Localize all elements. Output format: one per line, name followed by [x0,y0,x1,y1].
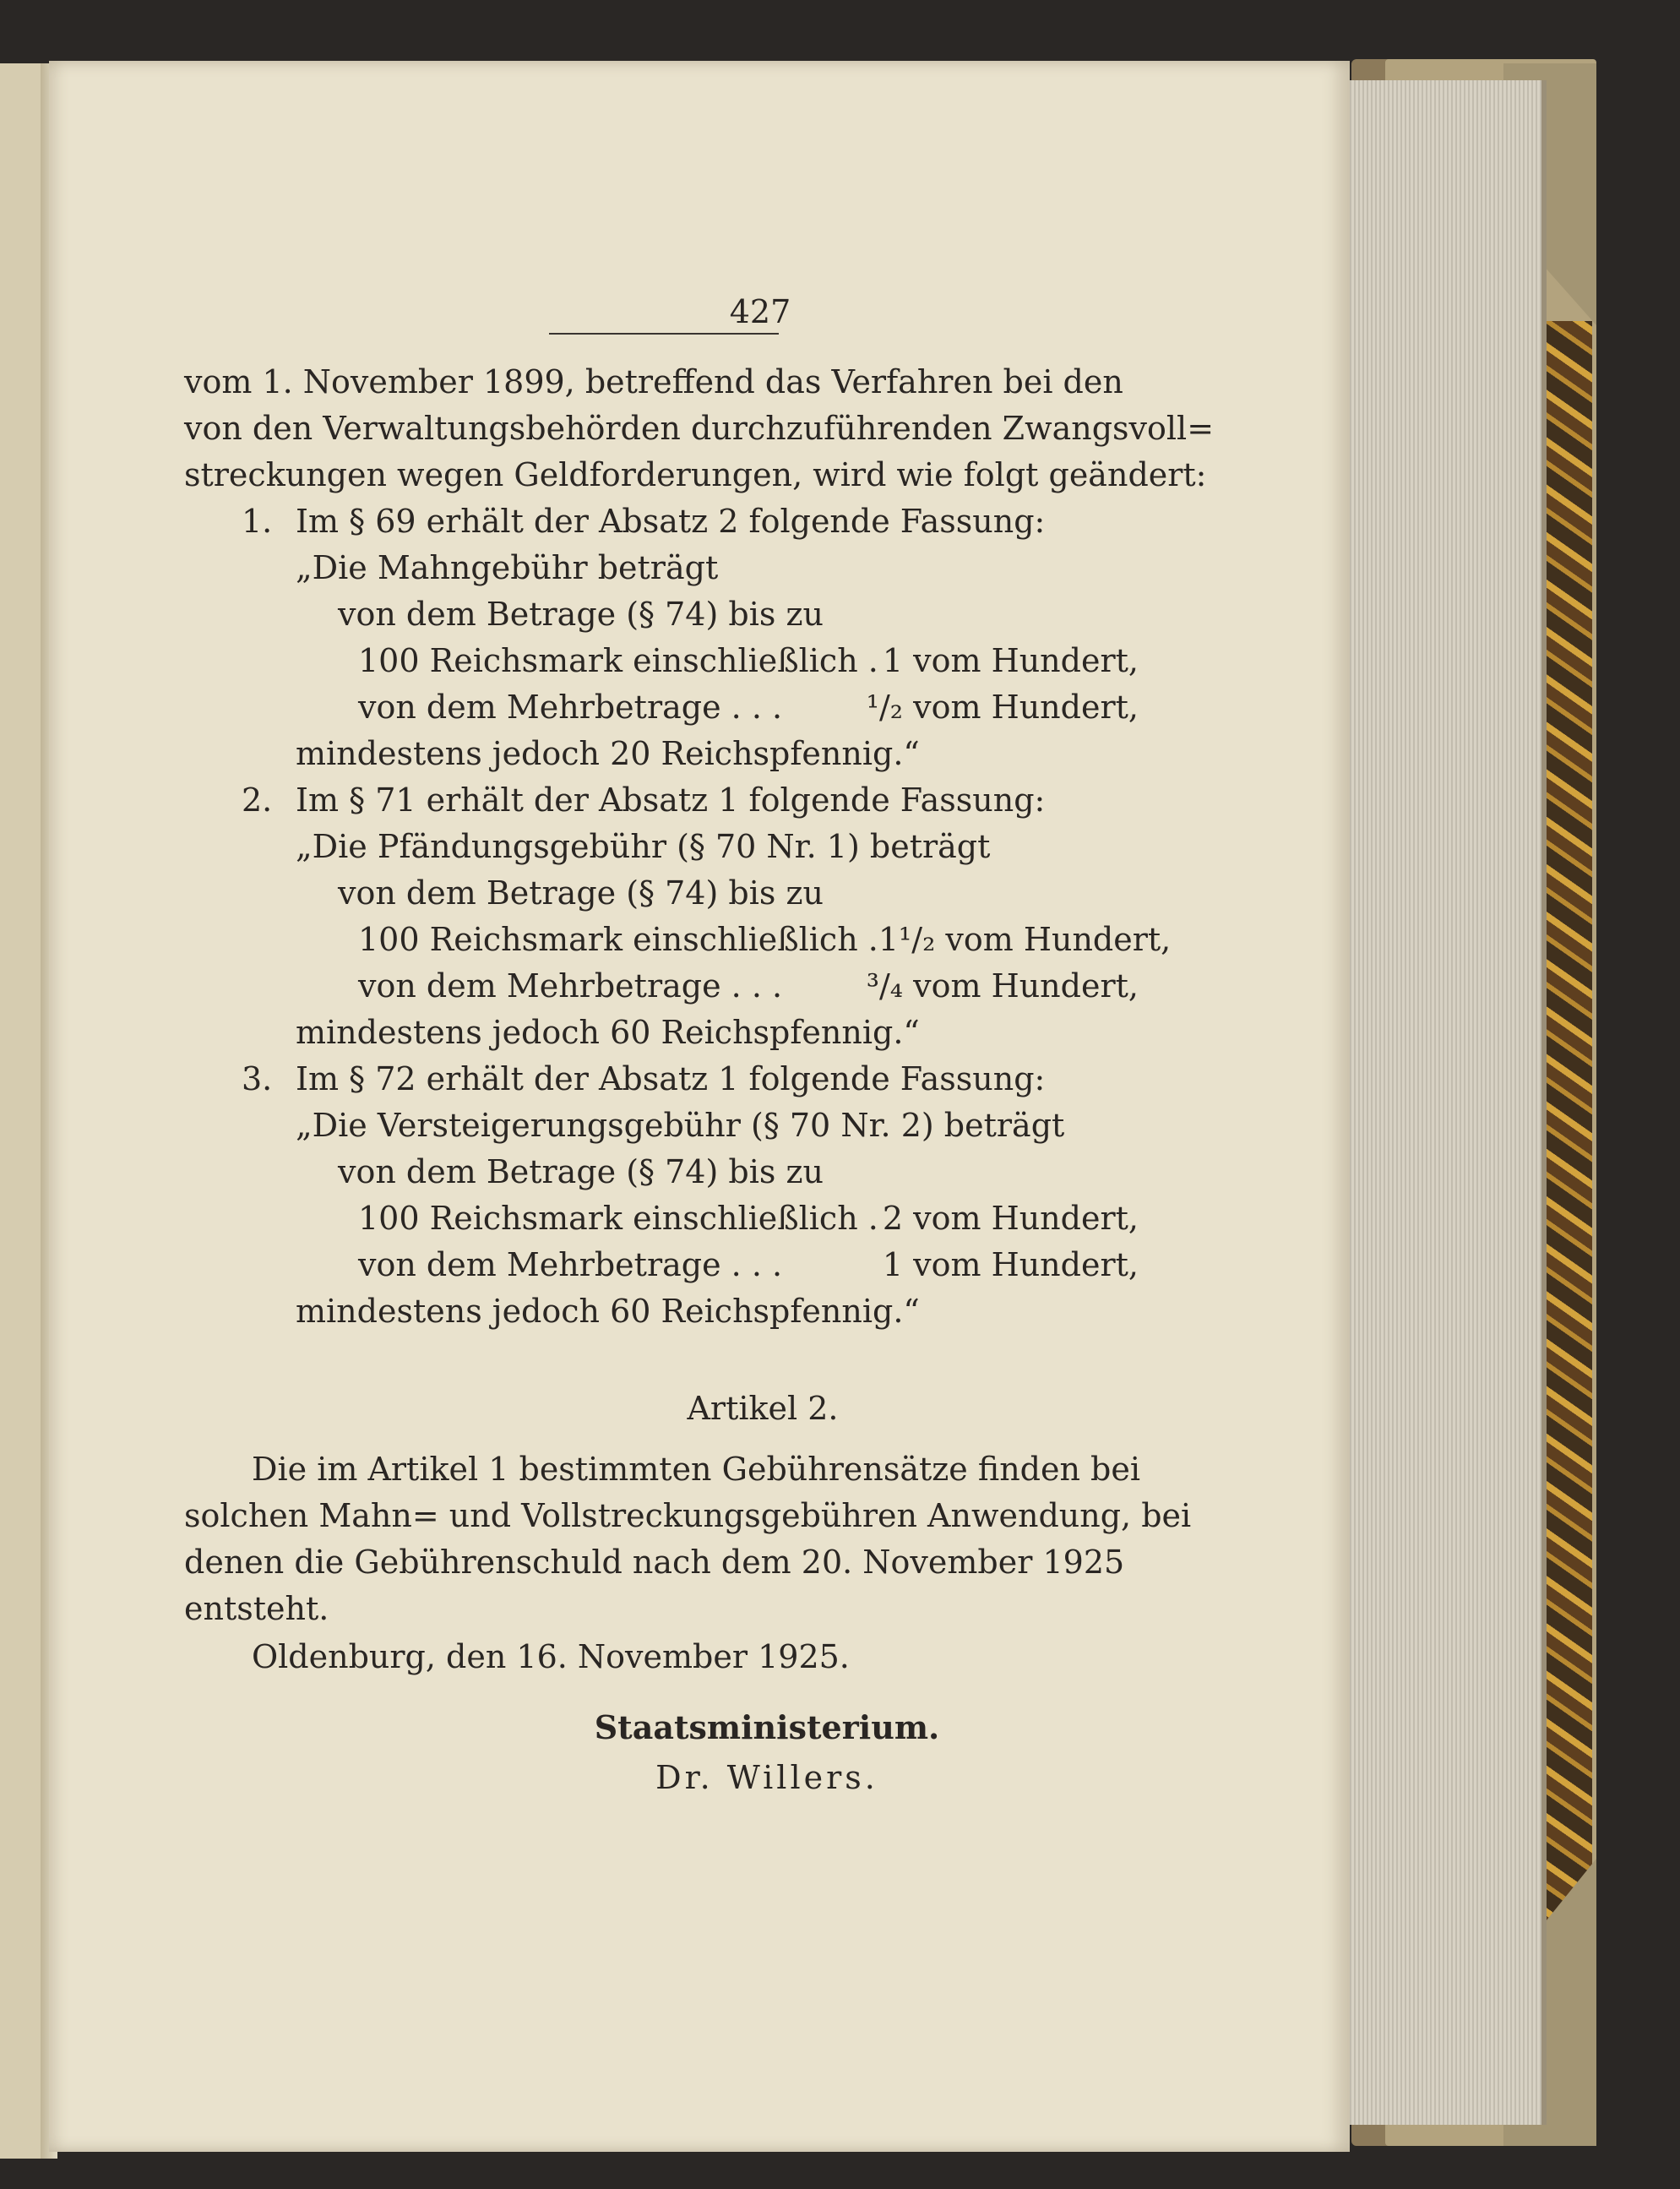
fee-row-label: 100 Reichsmark einschließlich . [358,1200,878,1237]
fee-quote: „Die Versteigerungsgebühr (§ 70 Nr. 2) beträgt [296,1107,1065,1144]
fee-minimum: mindestens jedoch 20 Reichspfennig.“ [296,735,920,772]
article-line-1: Die im Artikel 1 bestimmten Gebührensätze finden bei [252,1451,1141,1488]
intro-line-2: von den Verwaltungsbehörden durchzuführenden Zwangsvoll= [184,410,1215,447]
fee-row-value: ¹/₂ vom Hundert, [866,689,1139,726]
fee-minimum: mindestens jedoch 60 Reichspfennig.“ [296,1293,920,1330]
article-line-2: solchen Mahn= und Vollstreckungsgebühren Anwendung, bei [184,1497,1192,1534]
place-date: Oldenburg, den 16. November 1925. [252,1638,850,1675]
fee-base: von dem Betrage (§ 74) bis zu [338,874,824,912]
intro-line-1: vom 1. November 1899, betreffend das Verfahren bei den [184,363,1123,400]
article-line-3: denen die Gebührenschuld nach dem 20. November 1925 [184,1544,1125,1581]
book-page [49,61,1350,2152]
item-number: 2. [242,781,273,819]
fee-row [358,963,1139,1010]
item-number: 1. [242,503,273,540]
fee-base: von dem Betrage (§ 74) bis zu [338,1153,824,1190]
fee-row [358,638,1139,684]
item-heading: Im § 69 erhält der Absatz 2 folgende Fassung: [296,503,1046,540]
fee-row-label: 100 Reichsmark einschließlich . [358,642,878,679]
fee-row [358,684,1139,731]
item-number: 3. [242,1060,273,1097]
header-rule [549,333,779,335]
fee-row [358,1195,1139,1242]
item-heading: Im § 72 erhält der Absatz 1 folgende Fassung: [296,1060,1046,1097]
fee-row [358,1242,1139,1288]
intro-line-3: streckungen wegen Geldforderungen, wird wie folgt geändert: [184,456,1207,493]
fee-row-value: 2 vom Hundert, [882,1200,1139,1237]
article-heading: Artikel 2. [687,1390,839,1427]
fee-row-label: von dem Mehrbetrage . . . [358,1246,783,1283]
page-number: 427 [729,293,791,330]
fee-minimum: mindestens jedoch 60 Reichspfennig.“ [296,1014,920,1051]
item-heading: Im § 71 erhält der Absatz 1 folgende Fassung: [296,781,1046,819]
signature: Dr. Willers. [655,1759,878,1796]
fee-row-value: 1 vom Hundert, [882,642,1139,679]
fee-row-label: von dem Mehrbetrage . . . [358,967,783,1005]
fee-row-value: 1 vom Hundert, [882,1246,1139,1283]
fee-quote: „Die Mahngebühr beträgt [296,549,719,586]
article-line-4: entsteht. [184,1590,329,1627]
page-edges [1347,80,1547,2125]
ministry-name: Staatsministerium. [594,1708,940,1746]
fee-row-value: ³/₄ vom Hundert, [866,967,1139,1005]
fee-row-label: von dem Mehrbetrage . . . [358,689,783,726]
fee-quote: „Die Pfändungsgebühr (§ 70 Nr. 1) beträgt [296,828,991,865]
fee-base: von dem Betrage (§ 74) bis zu [338,596,824,633]
fee-row [358,917,1172,963]
fee-row-value: 1¹/₂ vom Hundert, [878,921,1172,958]
fee-row-label: 100 Reichsmark einschließlich . [358,921,878,958]
